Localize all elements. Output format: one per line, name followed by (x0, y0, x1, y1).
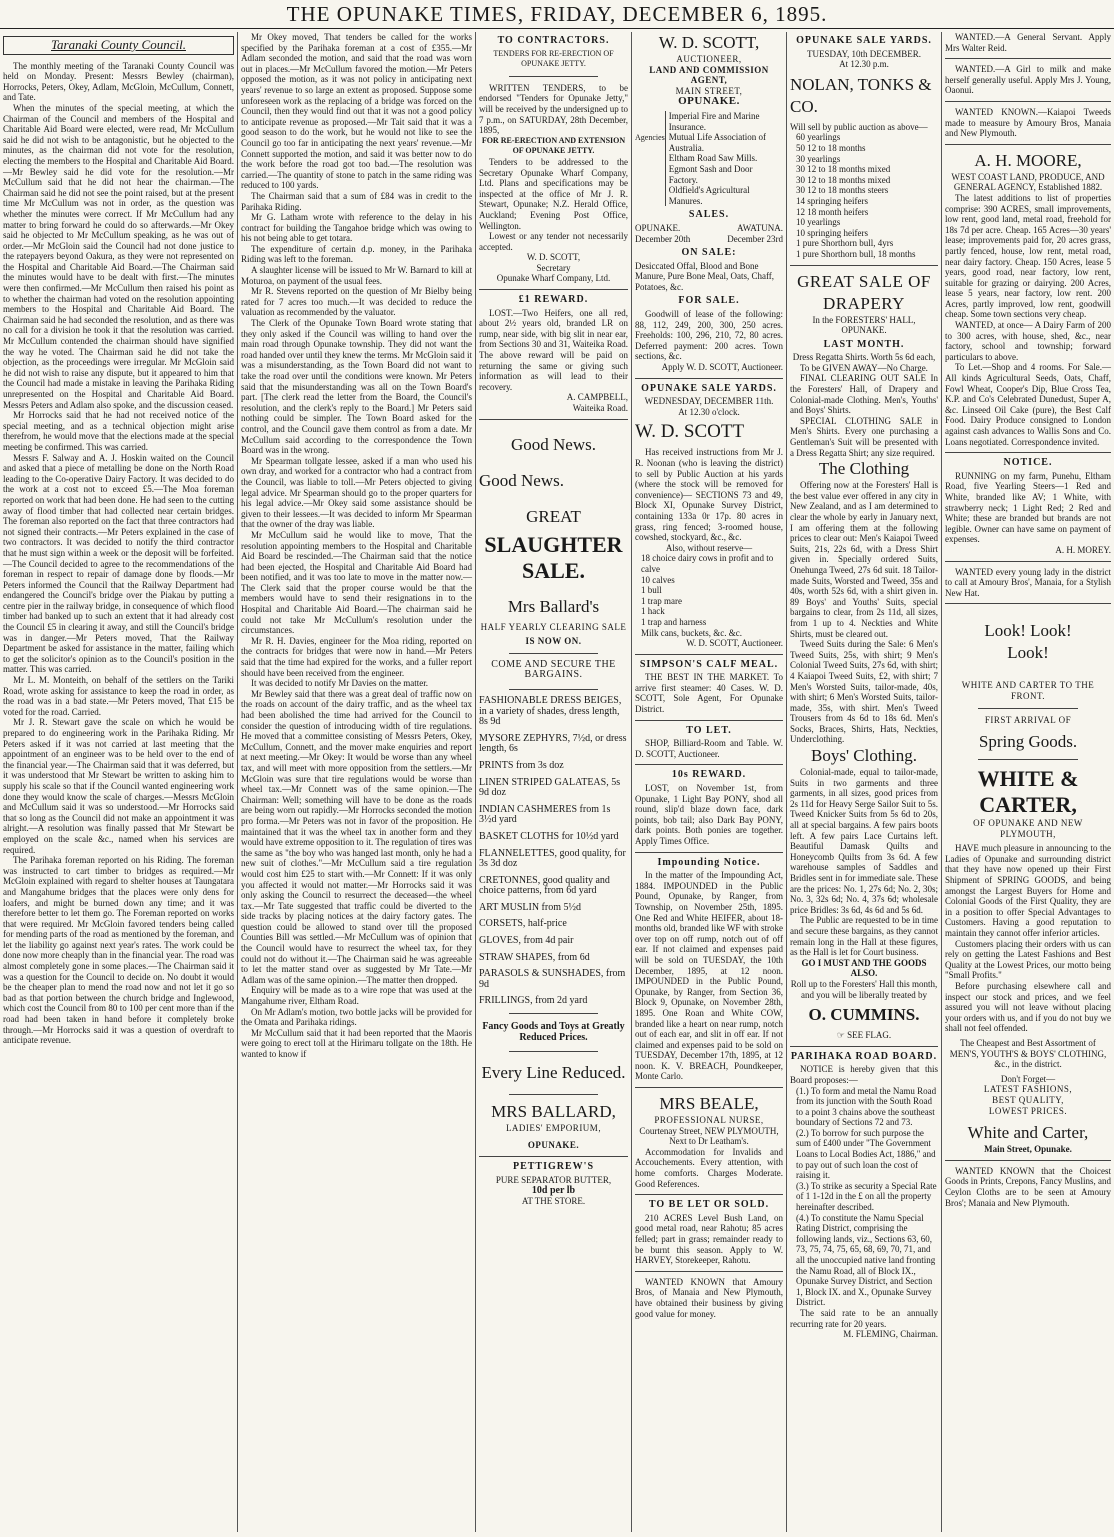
ad-body: PURE SEPARATOR BUTTER, (495, 1175, 612, 1185)
ad-body: Has received instructions from Mr J. R. Noonan (who is leaving the district) to sell by Public Auction at his yards (where the stock will be removed for convenience)— SECTIONS 73 and 49, Block XI, Opunake Survey District, containing 133a 0r 17p. 80 acres in grass, ring fenced; 3-roomed house, cowshed, stockyard, &c., &c. (635, 447, 783, 543)
ad-signature: M. FLEMING, Chairman. (843, 1329, 938, 1340)
price-line: ART MUSLIN from 5½d (479, 901, 581, 913)
ad-body: HAVE much pleasure in announcing to the Ladies of Opunake and surrounding district that they have now opened up their First Shipment of SPRING GOODS, and being amongst the Largest Buyers for Home and Colonial Goods of the First Quality, they are in a position to offer Special Advantages to Customers. Having a good reputation to maintain they cannot offer inferior articles. (945, 843, 1111, 939)
sales-dates (635, 223, 783, 244)
flag-note (790, 1030, 938, 1041)
stock-item: 30 12 to 18 months mixed (796, 164, 891, 175)
subheadline: Fancy Goods and Toys at Greatly Reduced Prices. (482, 1021, 625, 1043)
ad-subtitle: WEDNESDAY, DECEMBER 11th. (644, 396, 774, 407)
agency-item: Egmont Sash and Door Factory. (668, 163, 753, 185)
headline: SLAUGHTER SALE. (484, 531, 623, 583)
ad-title: A. H. MOORE, (974, 150, 1082, 170)
ad-signature-role: Waiteika Road. (572, 403, 628, 413)
article-paragraph: Mr McCullum said that it had been reported that the Maoris were going to erect toll at the Hirimaru tollgate on the 18th. He wanted to know if (241, 1027, 472, 1059)
stock-item: 1 pure Shorthorn bull, 4yrs (796, 238, 894, 249)
contractors-ad (479, 36, 628, 284)
divider (509, 1051, 598, 1052)
ad-section-title: SALES. (688, 209, 730, 221)
classified-ad: WANTED.—A General Servant. Apply Mrs Walter Reid. (945, 32, 1111, 53)
subheadline: Main Street, Opunake. (984, 1144, 1072, 1155)
stock-item: 30 12 to 18 months steers (796, 185, 889, 196)
ad-body: WANTED, at once— A Dairy Farm of 200 to 300 acres, with house, shed, &c., near factory, school and township; forward particulars to above. (945, 320, 1111, 362)
ad-body: Colonial-made, equal to tailor-made, Suits in two garments and three garments, in all sizes, good prices from 2s 11d for Heavy Serge Sailor Suit to 5s. Tweed Knicker Suits from 5s 6d to 20s, all at special bargains. A few pairs boots left. A few pairs Lace Curtains left. Beautiful Damask Quilts and Honeycomb Quilts from 3s 6d. A few warehouse samples of Saddles and Bridles sent in for immediate sale. These are the prices: No. 1, 27s 6d; No. 2, 30s; No. 3, 32s 6d; No. 4, 37s 6d; wholesale price Bridles: 3s 6d, 4s 6d and 5s 6d. (790, 767, 938, 915)
headline: Every Line Reduced. (481, 1063, 626, 1083)
divider (978, 759, 1078, 760)
agency-item: Mutual Life Association of Australia. (668, 132, 766, 153)
column-5 (786, 32, 941, 1532)
subheadline: WHITE AND CARTER TO THE FRONT. (961, 680, 1095, 701)
classified-ad: WANTED every young lady in the district to call at Amoury Bros', Manaia, for a Stylish New Hat. (945, 566, 1111, 598)
headline: White and Carter, (967, 1123, 1089, 1143)
ad-signature-role: Opunake Wharf Company, Ltd. (496, 273, 611, 284)
ad-subtitle: Courtenay Street, NEW PLYMOUTH, Next to Dr Leatham's. (639, 1125, 779, 1147)
article-paragraph: The expenditure of certain d.p. money, in the Parihaka Riding was left to the foreman. (241, 243, 472, 265)
proposal-item: (3.) To strike as security a Special Rate of 1 1-12d in the £ on all the property hereinafter described. (796, 1180, 937, 1213)
ad-signature: A. CAMPBELL, (566, 392, 628, 403)
agency-item: Oldfield's Agricultural Manures. (668, 185, 750, 206)
divider (635, 852, 783, 853)
ad-title: MRS BEALE, (659, 1094, 759, 1114)
article-paragraph: It was decided to notify Mr Davies on the matter. (251, 678, 428, 689)
ad-title: OPUNAKE SALE YARDS. (641, 382, 777, 394)
stock-item: 14 springing heifers (796, 195, 868, 206)
divider (945, 603, 1111, 604)
article-paragraph: Mr McCullum said he would like to move, That the resolution appointing members to the Hospital and Charitable Aid Board be rescinded.—The Chairman said that the notice had been ejected, the Hospital and Charitable Aid Board had been notified, and it was too late to move in the matter now.—The Clerk said that the proper course would be that the members would have to send their resignations in to the Hospital and Charitable Aid Board.—The chairman said he could not take Mr McCullum's resolution under the circumstances. (241, 529, 472, 636)
ad-title: PETTIGREW'S (512, 1161, 595, 1173)
divider (479, 1156, 628, 1157)
divider (945, 144, 1111, 145)
divider (945, 1160, 1111, 1161)
column-2 (237, 32, 475, 1532)
subheadline: HALF YEARLY CLEARING SALE (480, 621, 627, 632)
article-paragraph: Enquiry will be made as to a wire rope that was used at the Mangahume river, Eltham Road. (241, 985, 472, 1007)
ad-subtitle: PROFESSIONAL NURSE, (654, 1115, 764, 1126)
ad-body: THE BEST IN THE MARKET. To arrive first steamer: 40 Cases. W. D. SCOTT, Sole Agent, For Opunake District. (635, 672, 783, 715)
agencies-block (635, 111, 783, 206)
headline: Look! Look! (984, 621, 1072, 641)
ad-title: W. D. SCOTT, (658, 33, 760, 52)
stock-item: 10 springing heifers (796, 227, 868, 238)
article-paragraph: Mr Spearman tollgate lessee, asked if a man who used his own dray, and worked for a contractor who had a contract from the Council, was liable to toll.—Mr Peters objected to giving legal advice. Mr Spearman should go to the proper quarters for his legal advice.—Mr Okey said some assistance should be given to their lessees.—It was decided to inform Mr Spearman that the owner of the dray was liable. (241, 455, 472, 530)
flag-text: SEE FLAG. (847, 1030, 892, 1041)
classified-ad: WANTED.—A Girl to milk and make herself generally useful. Apply Mrs J. Young, Oaonui. (945, 64, 1111, 96)
divider (509, 689, 598, 690)
divider (509, 1094, 598, 1095)
price-line: FLANNELETTES, good quality, for 3s 3d doz (479, 847, 626, 870)
proposal-item: (2.) To borrow for such purpose the sum of £400 under "The Government Loans to Local Bodies Act, 1886," and to pay out of such loan the cost of raising it. (796, 1127, 936, 1181)
ad-title: NOLAN, TONKS & CO. (790, 74, 932, 116)
ad-section-title: FOR SALE. (678, 295, 740, 307)
ad-body: LATEST FASHIONS, (983, 1084, 1073, 1095)
ad-body: 210 ACRES Level Bush Land, on good metal road, near Rahotu; 85 acres felled; part in grass; remainder ready to be burnt this season. Apply to W. HARVEY, Storekeeper, Rahotu. (635, 1212, 783, 1266)
ad-body: The Public are requested to be in time and secure these bargains, as they cannot remain long in the Hall at these figures, as the Hall is let for Court business. (790, 915, 938, 958)
pointing-hand-icon: ☞ (836, 1030, 845, 1041)
ad-body: Customers placing their orders with us can rely on getting the Latest Fashions and Best Quality at the Lowest Prices, our motto being "Small Profits." (945, 938, 1111, 981)
stock-item: 1 hack (641, 606, 665, 617)
stock-item: 12 18 month heifers (796, 206, 869, 217)
article-paragraph: When the minutes of the special meeting, at which the Chairman of the Council and members of the Hospital and Charitable Aid Board were elected, were read, Mr McCullum said he did not wish to be antagonistic, but he objected to the minutes, as the chairman did not vote for the resolution, electing the members to the Hospital and Charitable Aid Board.—Mr Bewley said he did vote for the resolution.—Mr McCullum said that he did not hear the chairman.—The Chairman said he did not see the point raised, but at the present time Mr McCullum was not in order, as the question was whether the minutes were correct. If Mr McCullum had any matter to bring forward he could do so afterwards.—Mr Okey said he objected to Mr McCullum speaking, as he was out of order.—Mr McGloin said the Council had not done justice to the ratepayers beyond Oakura, as they were not represented on the Hospital and Charitable Aid Board.—The Chairman said the minutes would have to be dealt with first.—The minutes were then confirmed.—Mr McCullum then raised his point as to whether the chairman had voted on the resolution appointing members to the Hospital and Charitable Aid Board. The Chairman said he had seconded the resolution, and as there was no call for a division he took it that the resolution was carried. Mr McCullum contended the chairman should have signified the way he voted. The Chairman said he did not take the objection, as the proceedings were irregular. Mr McGloin said he did not wish to raise any dispute, but it appeared to him that the Council had made a mistake in leaving the Parihaka Riding unrepresented on the Hospital and Charitable Aid Board. Messrs Peters and Adlam also spoke, and the discussion ceased. (3, 102, 234, 410)
ad-body: NOTICE is hereby given that this Board proposes:— (790, 1064, 938, 1085)
subheadline: COME AND SECURE THE BARGAINS. (491, 658, 616, 681)
ad-body: Before purchasing elsewhere call and inspect our stock and prices, and we feel assured you will not leave without placing your orders with us, and if you do not buy we shall not feel offended. (945, 981, 1111, 1034)
ad-section-title: The Clothing (818, 459, 910, 479)
price-line: LINEN STRIPED GALATEAS, 5s 9d doz (479, 776, 621, 799)
ad-body: LOST.—Two Heifers, one all red, about 2½ years old, branded LR on rump, near side, with big slit in near ear, from Sections 30 and 31, Waiteika Road. The above reward will be paid on returning the same or giving such information as will lead to their recovery. (479, 307, 628, 392)
ad-subtitle: TENDERS FOR RE-ERECTION OF OPUNAKE JETTY. (493, 48, 614, 69)
ad-body: The said rate to be an annually recurring rate for 20 years. (790, 1307, 938, 1329)
divider (978, 708, 1078, 709)
ad-subtitle: OPUNAKE. (678, 95, 740, 108)
article-paragraph: The Parihaka foreman reported on his Riding. The foreman was instructed to cart timber to bridges as required.—Mr McGloin explained with regard to shelter houses at Taungatara and Mangahume bridges that the places were only dens for loafers, and might be burned down any time; and it was therefore better to let them go. The Foreman reported on works that were required. Mr McGloin favored tenders being called for mending parts of the road as mentioned by the foreman, and let the liability go against next year's rates. The work could be done now more cheaply than in the financial year. The road was almost completely gone in some places.—The Chairman said it was a question for the Council to decide on. No doubt it would be the cheaper plan to mend the road now and not let it go so bad as that portion between the church bridge and Inglewood, which cost the Council from 80 to 100 per cent more than if the road had been taken in hand before it completely broke through.—Mr Horrocks said it was a question of overdraft to anticipate revenue. (3, 855, 234, 1046)
ad-section-title: ON SALE: (681, 247, 737, 259)
price-line: STRAW SHAPES, from 6d (479, 951, 590, 963)
headline: Look! (1007, 643, 1049, 663)
ad-subtitle: In the FORESTERS' HALL, OPUNAKE. (812, 314, 916, 336)
article-paragraph: Mr R. H. Davies, engineer for the Moa riding, reported on the contracts for bridges that were now in hand.—Mr Peters said that the time had expired for the works, and a fuller report should have been received from the engineer. (241, 635, 472, 678)
ad-body: SHOP, Billiard-Room and Table. W. D. SCOTT, Auctioneer. (635, 738, 783, 759)
column-6 (941, 32, 1114, 1532)
ad-body: The Cheapest and Best Assortment of MEN'S, YOUTH'S & BOYS' CLOTHING, &c., in the district. (949, 1037, 1107, 1070)
price-line: CORSETS, half-price (479, 918, 567, 930)
article-paragraph: On Mr Adlam's motion, two bottle jacks will be provided for the Omata and Parihaka ridings. (241, 1006, 472, 1028)
ad-body: SPECIAL CLOTHING SALE in Men's Shirts. Every one purchasing a Gentleman's Suit will be presented with a Dress Regatta Shirt; any size required. (790, 415, 938, 458)
agencies-list (665, 111, 783, 206)
divider (509, 653, 598, 654)
stock-item: Milk cans, buckets, &c. &c. (641, 627, 742, 638)
ad-title: £1 REWARD. (518, 294, 589, 306)
ad-body: The latest additions to list of properties comprise: 390 ACRES, small improvements, low rent, good land, metal road, freehold for 18s 7d per acre. Cheap. 165 Acres—30 years' lease; improvements paid for, 20 acres grass, partly fenced, house, low rent, metal road, near dairy factory. Cheap. 150 Acres, lease 5 years, good road, near factory, low rent, suitable for grazing or dairying. 200 Acres, lease 5 years, near factory, low rent. 200 Acres, partly improved, low rent, goodwill cheap. Some town sections very cheap. (945, 192, 1111, 320)
headline: MRS BALLARD, (491, 1102, 616, 1122)
ad-signature: W. D. SCOTT, (526, 252, 581, 263)
ad-title: OPUNAKE SALE YARDS. (796, 35, 932, 46)
stock-item: 18 choice dairy cows in profit and to calve (641, 553, 774, 574)
subheadline: LADIES' EMPORIUM, (505, 1123, 602, 1134)
ad-signature-role: Secretary (536, 262, 571, 273)
price-line: MYSORE ZEPHYRS, 7½d, or dress length, 6s (479, 732, 627, 755)
ballard-ad (479, 434, 628, 1151)
ad-signature: Apply W. D. SCOTT, Auctioneer. (661, 362, 783, 373)
headline: WHITE & CARTER, (977, 766, 1079, 818)
stock-item: 1 pure Shorthorn bull, 18 months (796, 248, 916, 259)
proposal-item: (4.) To constitute the Namu Special Rating District, comprising the following lands, viz., Sections 63, 60, 73, 75, 74, 75, 65, 68, 69, 70, 71, and all the unoccupied native land fronting the Namu Road, all of Block IX., Opunake Survey District, and Section 1, Block IX. and X., Opunake Survey District. (796, 1212, 936, 1308)
ad-title: PARIHAKA ROAD BOARD. (790, 1050, 938, 1062)
price-line: FASHIONABLE DRESS BEIGES, in a variety of shades, dress length, 8s 9d (479, 694, 622, 728)
column-1 (0, 32, 237, 1532)
ad-title: GREAT SALE OF DRAPERY (797, 271, 931, 313)
divider (945, 101, 1111, 102)
stock-item: 30 yearlings (796, 153, 841, 164)
article-heading: Taranaki County Council. (3, 36, 234, 55)
ad-title: TO LET. (686, 724, 732, 736)
divider (635, 764, 783, 765)
ad-title: TO BE LET OR SOLD. (648, 1199, 770, 1211)
ad-body: 10d per lb (531, 1184, 576, 1196)
ad-body: Don't Forget— (1000, 1073, 1056, 1084)
classified-ad: WANTED KNOWN.—Kaiapoi Tweeds made to measure by Amoury Bros, Manaia and New Plymouth. (945, 106, 1111, 139)
subheadline: FIRST ARRIVAL OF (984, 714, 1072, 725)
price-line: PARASOLS & SUNSHADES, from 9d (479, 968, 626, 990)
article-paragraph: The Chairman said that a sum of £84 was in credit to the Parihaka Riding. (241, 190, 472, 212)
masthead: THE OPUNAKE TIMES, FRIDAY, DECEMBER 6, 1895. (0, 0, 1114, 29)
ad-title: SIMPSON'S CALF MEAL. (639, 658, 779, 670)
divider (790, 265, 938, 266)
agency-item: Eltham Road Saw Mills. (668, 153, 758, 164)
ad-section-title: LAST MONTH. (823, 338, 905, 350)
ad-title: Impounding Notice. (657, 856, 761, 868)
ad-signature: W. D. SCOTT, Auctioneer. (686, 638, 783, 649)
ad-body: Offering now at the Foresters' Hall is the best value ever offered in any city in New Zealand, and as I am determined to clear the whole by early in January next, I am offering them at the following prices to clear out: Men's Kaiapoi Tweed Suits, 21s, 22s 6d, with a Dress Shirt given in. Specially ordered Suits, Onehunga Tweed, 27s 6d suit. 18 Tailor-made Suits, Worsted and Tweed, 35s and 40s, worth 52s 6d, with a shirt given in. 89 Boys' and Youths' Suits, special bargains to clear, from 2s 11d, all sizes, from 1 up to 4. Neckties and White Shirts, must be cleared out. (790, 480, 938, 639)
ad-subtitle: TUESDAY, 10th DECEMBER. (806, 48, 922, 59)
column-4 (631, 32, 786, 1532)
article-paragraph: Mr R. Stevens reported on the question of Mr Bielby being rated for 7 acres too much.—It was decided to reduce the valuation as recommended by the valuator. (241, 286, 472, 318)
stock-item: 1 trap and harness (641, 616, 707, 627)
stock-item: 50 12 to 18 months (796, 142, 866, 153)
ad-subtitle: LAND AND COMMISSION AGENT, (649, 64, 769, 86)
ad-body: Desiccated Offal, Blood and Bone Manure, Pure Bone Meal, Oats, Chaff, Potatoes, &c. (635, 260, 775, 292)
sale-date: OPUNAKE. December 20th (635, 222, 691, 244)
stock-item: 10 calves (641, 574, 675, 585)
divider (635, 720, 783, 721)
ad-signature: A. H. MOREY. (1055, 544, 1111, 555)
stock-item: 1 trap mare (641, 595, 682, 606)
divider (509, 1013, 598, 1014)
divider (945, 452, 1111, 453)
headline: Mrs Ballard's (507, 596, 600, 616)
article-paragraph: Mr Bewley said that there was a great deal of traffic now on the roads on account of the dairy traffic, and as the wheel tax had been abolished the time had arrived for the Council to consider the question of introducing width of tire regulations. He moved that a committee consisting of Messrs Peters, Okey, McCullum, Connett, and the mover make enquiries and report at next meeting.—Mr Okey: It would be worse than any wheel tax, and will meet with more opposition from the settlers.—Mr McGloin was sure that tire regulations would be worse than wheel tax.—Mr Connett was of the same opinion.—The Chairman: Well; something will have to be done as the roads are being worn out rapidly.—Mr Horrocks seconded the motion pro forma.—Mr Peters was not in favor of the proposition. He maintained that it was the wheel tax in another form and they would have extreme opposition to it. The regulation of tires was the same as "the boy who was hanged last month, only he had a new suit of clothes."—Mr McCullum said a tire regulation would cost him £25 to start with.—Mr Connett: If it was only you affected it would not matter.—Mr Horrocks said it was only asking the Council to resurrect the deceased—the wheel tax.—Mr Tate suggested that traffic could be diverted to the side tracks by placing notices at the dairy factory gates. The question could be allowed to stand over till the proposed Counties Bill was settled.—Mr McCullum was of opinion that the Council would have to resurrect the wheel tax, for they could not do without it.—The Chairman said he was agreeable to let the matter stand over as suggested by Mr Tate.—Mr Adlam was of the same opinion.—The matter then dropped. (241, 688, 472, 985)
agency-item: Imperial Fire and Marine Insurance. (668, 110, 760, 132)
price-line: GLOVES, from 4d pair (479, 935, 574, 947)
ad-subtitle: At 12.30 o'clock. (678, 406, 740, 417)
ad-subtitle: At 12.30 p.m. (839, 59, 889, 70)
price-line: INDIAN CASHMERES from 1s 3½d yard (479, 803, 611, 826)
divider (479, 419, 628, 420)
ad-subtitle: AUCTIONEER, (676, 54, 742, 64)
stock-item: 1 bull (641, 585, 662, 596)
sale-date: AWATUNA. December 23rd (727, 222, 783, 244)
ad-title: 10s REWARD. (671, 769, 747, 781)
ad-body: In the matter of the Impounding Act, 1884. IMPOUNDED in the Public Pound, Opunake, by Ranger, from Township, on November 25th, 1895. One Red and White HEIFER, about 18-months old, branded like WF with stroke over top on off rump, notch out of off ear. If not claimed and expenses paid will be sold on TUESDAY, the 10th December, 1895, at 12 noon. IMPOUNDED in the Public Pound, Opunake, by Ranger, from Section 36, Block 9, Opunake, on November 28th, 1895. One Roan and White COW, branded like a heart on near rump, notch out of each ear, and slit in off ear. If not claimed and expenses paid to be sold on TUESDAY, December 17th, 1895, at 12 noon. K. V. BREACH, Poundkeeper, Monte Carlo. (635, 870, 783, 1082)
divider (945, 561, 1111, 562)
stock-item: 30 12 to 18 months mixed (796, 174, 891, 185)
divider (635, 378, 783, 379)
ad-body: Tweed Suits during the Sale: 6 Men's Tweed Suits, 25s, with shirt; 9 Men's Colonial Tweed Suits, 27s 6d, with shirt; 4 Kaiapoi Tweed Suits, £2, with shirt; 7 Men's Worsted Suits, tailor-made, 40s, with shirt; 6 Men's Worsted Suits, tailor-made, 35s, with shirt. Men's Tweed Trousers from 4s 6d to 18s 6d. Men's Socks, Braces, Shirts, Hats, Neckties, Underclothing. (790, 639, 938, 745)
divider (635, 654, 783, 655)
headline: Good News. (511, 434, 596, 454)
divider (635, 1194, 783, 1195)
article-paragraph: The Clerk of the Opunake Town Board wrote stating that they only asked if the Council was willing to hand over the main road through Opunake township. They did not want the road handed over until they knew the terms. Mr McGloin said it was a misunderstanding, as the Town Board did not want to take the road over until the conditions were known. Mr Peters said that the misunderstanding was all on the Town Board's part. [The clerk read the letter from the Board, the Council's resolution, and the clerk's reply to the Board.] Mr Peters said nothing could be simpler. The Town Board asked for the control, and the Council gave them control as from a date. Mr McCullum said according to the correspondence the Town Board was in the wrong. (241, 318, 472, 456)
headline: Good News. (479, 470, 564, 490)
price-line: FRILLINGS, from 2d yard (479, 995, 588, 1007)
ad-signature: O. CUMMINS. (808, 1005, 920, 1025)
divider (945, 58, 1111, 59)
article-paragraph: A slaughter license will be issued to Mr W. Barnard to kill at Moturoa, on payment of the usual fees. (241, 265, 472, 286)
proposal-item: (1.) To form and metal the Namu Road from its junction with the South Road to a point 3 chains above the southeast boundary of Sections 72 and 73. (796, 1085, 937, 1128)
divider (790, 1046, 938, 1047)
divider (479, 289, 628, 290)
ad-body: Accommodation for Invalids and Accouchements. Every attention, with home comforts. Charges Moderate. Good References. (635, 1146, 783, 1189)
ad-body: Also, without reserve— (665, 542, 753, 553)
ad-body: FINAL CLEARING OUT SALE In the Foresters' Hall, of Drapery and Colonial-made Clothing. Men's, Youths' and Boys' Shirts. (790, 373, 938, 416)
ad-body: GO I MUST AND THE GOODS ALSO. (801, 957, 927, 979)
classified-ad: WANTED KNOWN that the Choicest Goods in Prints, Crepons, Fancy Muslins, and Ceylon Cloths are to be seen at Amoury Bros'; Manaia and New Plymouth. (945, 1165, 1111, 1208)
agencies-label: Agencies (635, 132, 665, 142)
ad-body: Goodwill of lease of the following: 88, 112, 249, 200, 300, 250 acres. Freeholds: 100, 296, 210, 72, 80 acres. Deferred payment: 200 acres. Town sections, &c. (635, 309, 783, 362)
ad-body: WRITTEN TENDERS, to be endorsed "Tenders for Opunake Jetty," will be received by the undersigned up to 7 p.m., on SATURDAY, 28th December, 1895, (479, 82, 628, 136)
article-paragraph: Mr J. R. Stewart gave the scale on which he would be prepared to do engineering work in the Parihaka Riding. Mr Peters asked if it was not carried at last meeting that the appointment of an engineer was to be held over to the end of the financial year.—The Chairman said that it was deferred, but it was understood that Mr Stewart be written to asking him to supply his scale so that if the Council wanted engineering work done they would know the scale of charges.—Messrs McGloin and McCullum said it was so understood.—Mr Horrocks said that so long as the Council did not make an appointment it was alright.—A resolution was finally passed that Mr Stewart be employed on the scale &c., named when his services are required. (3, 717, 234, 855)
subheadline: IS NOW ON. (525, 636, 582, 647)
column-3 (475, 32, 631, 1532)
divider (509, 76, 598, 77)
price-line: CRETONNES, good quality and choice patterns, from 6d yard (479, 874, 610, 897)
subheadline: OF OPUNAKE AND NEW PLYMOUTH, (973, 818, 1083, 839)
ad-section-title: Boys' Clothing. (810, 746, 918, 766)
price-line: PRINTS from 3s doz (479, 759, 564, 771)
ad-title: TO CONTRACTORS. (497, 35, 610, 46)
ad-subtitle: WEST COAST LAND, PRODUCE, AND GENERAL AGENCY, Established 1882. (951, 171, 1105, 193)
article-paragraph: Mr Okey moved, That tenders be called for the works specified by the Parihaka foreman at a cost of £355.—Mr Adlam seconded the motion, and said that the road was worn out in places.—Mr McCullum favored the motion.—Mr Peters opposed the motion, as it was not policy in anticipating next years' revenue to so large an extent as proposed. Suppose some unforeseen work as the replacing of a bridge was forced on the Council, then they would find out that it was not a good policy to anticipate revenue as proposed.—Mr Tait said that it was a good season to do the work, but he would not like to see the Council go too far in anticipating the next years' revenue.—Mr Connett supported the motion, and said it was better now to do the work before the road got too bad.—The resolution was carried.—The quantity of stone to patch in the same riding was reduced to 100 yards. (241, 32, 472, 191)
divider (635, 1087, 783, 1088)
ad-body: To Let.—Shop and 4 rooms. For Sale.—All kinds Agricultural Seeds, Oats, Chaff, Fowl Wheat, Cooper's Dip, Blue Cross Tea, K.P. and Co's Celebrated Dunedust, Super A, &c. Linseed Oil Cake (pure), the Best Calf Food. Dairy Produce consigned to London against cash advances to Wallis Sons and Co. Loans negotiated. Correspondence invited. (945, 362, 1111, 447)
article-paragraph: Mr Horrocks said that he had not received notice of the special meeting, and as a technical objection might arise therefrom, he would move that the elections made at the special meeting be confirmed. This was carried. (3, 410, 234, 452)
ad-body: RUNNING on my farm, Punehu, Eltham Road, five Yearling Steers—1 Red and White, branded like AV; 1 White, with strawberry neck; 1 Light Red; 2 Red and White; these are branded but brands are not legible. Owner can have same on payment of expenses. (945, 470, 1111, 545)
ad-body: Will sell by public auction as above— (790, 121, 928, 132)
ad-title: NOTICE. (1003, 457, 1053, 469)
article-paragraph: Messrs F. Salway and A. J. Hoskin waited on the Council and asked that a piece of metalling be done on the North Road leading to the Co-operative Dairy Factory. It was decided to do the work at a cost not to exceed £5.—The Moa foreman reported on work that had been done. He had seen to the cutting away of flood timber that had collected near certain bridges. The foreman also reported on the fact that three contractors had not signed their contracts.—Mr Peters explained in the case of two contractors. It was decided to notify the third contractor that he must sign within a week or the deposit will be forfeited.—The Council decided to agree to the recommendations of the foreman in respect to repair of damage done by floods.—Mr Peters informed the Council that the Railway Department had endangered the Council's bridge over the Piakau by putting a centre pier in the railway bridge, in consequence of which flood timber had banked up to such an extent that it had already cost the Council £5 in clearing it away, and still the Council's bridge was in danger.—Mr Peters moved, That the Railway Department be asked for assistance in the matter, failing which to get the solicitor's opinion as to the Council's position in the matter. This was carried. (3, 452, 234, 675)
ad-body: LOST, on November 1st, from Opunake, 1 Light Bay PONY, shod all round, slip'd blaze down face, dark points, bob tail; also Dark Bay PONY, dark points. Both ponies are together. Apply Times Office. (635, 783, 783, 846)
ad-body: BEST QUALITY, (992, 1094, 1064, 1105)
subheadline: OPUNAKE. (527, 1139, 580, 1150)
ad-body: AT THE STORE. (521, 1196, 586, 1207)
article-paragraph: Mr G. Latham wrote with reference to the delay in his contract for building the Tangahoe bridge which was owing to his not being able to get totara. (241, 212, 472, 244)
stock-item: 60 yearlings (796, 132, 841, 143)
ad-body: LOWEST PRICES. (988, 1105, 1068, 1116)
ad-title: W. D. SCOTT (635, 421, 745, 443)
ad-subtitle: MAIN STREET, (675, 85, 743, 96)
ad-body: Dress Regatta Shirts. Worth 5s 6d each, To be GIVEN AWAY—No Charge. (792, 352, 936, 373)
headline: Spring Goods. (978, 732, 1078, 752)
ad-body: Tenders to be addressed to the Secretary Opunake Wharf Company, Ltd. Plans and specifications may be inspected at the office of Mr J. R. Stewart, Opunake; N.Z. Herald Office, Auckland; Evening Post Office, Wellington. (479, 156, 628, 231)
divider (635, 1271, 783, 1272)
ad-subtitle: FOR RE-ERECTION AND EXTENSION OF OPUNAKE JETTY. (481, 135, 626, 156)
ad-body: Roll up to the Foresters' Hall this month, and you will be liberally treated by (790, 978, 938, 1000)
reward-ad (479, 295, 628, 414)
ad-body: Lowest or any tender not necessarily accepted. (479, 231, 628, 252)
article-paragraph: The monthly meeting of the Taranaki County Council was held on Monday. Present: Messrs Bewley (chairman), Horrocks, Peters, Okey, Adlam, McGloin, McCullum, Connett, and Tate. (3, 60, 234, 103)
price-line: BASKET CLOTHS for 10½d yard (479, 830, 619, 842)
article-paragraph: Mr L. M. Monteith, on behalf of the settlers on the Tariki Road, wrote asking for assistance to keep the road in order, as the road was in a bad state.—Mr Peters moved, That £15 be voted for the road. Carried. (3, 675, 234, 717)
stock-item: 10 yearlings (796, 217, 841, 228)
headline: GREAT (526, 506, 581, 526)
ad-body: WANTED KNOWN that Amoury Bros, of Manaia and New Plymouth, have obtained their business by giving good value for money. (635, 1276, 783, 1319)
